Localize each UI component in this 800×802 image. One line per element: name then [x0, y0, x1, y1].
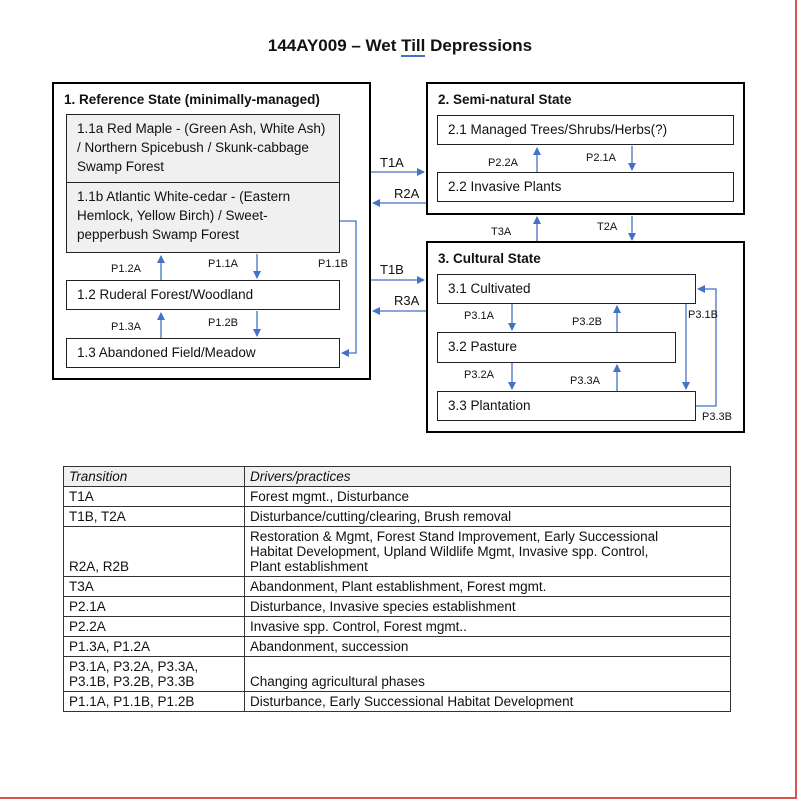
phase-1-2: 1.2 Ruderal Forest/Woodland [66, 280, 340, 310]
label-p3-2b: P3.2B [572, 316, 602, 328]
label-p2-1a: P2.1A [586, 152, 616, 164]
drivers-cell [245, 507, 731, 527]
drivers-table [63, 466, 731, 712]
table-row [64, 507, 731, 527]
transition-cell: P1.1A, P1.1B, P1.2B [64, 692, 245, 712]
drivers-line: Restoration & Mgmt, Forest Stand Improvement, Early Successional [250, 529, 659, 544]
phase-3-2: 3.2 Pasture [437, 332, 676, 363]
phase-2-1: 2.1 Managed Trees/Shrubs/Herbs(?) [437, 115, 734, 145]
title-prefix: 144AY009 – Wet [267, 36, 402, 55]
drivers-line: Plant establishment [250, 559, 368, 574]
label-p1-1a: P1.1A [208, 258, 238, 270]
drivers-line: Disturbance, Invasive species establishment [250, 599, 516, 614]
diagram-title [0, 36, 800, 56]
drivers-line: Abandonment, succession [250, 639, 409, 654]
label-t3a: T3A [491, 226, 512, 238]
label-p1-2a: P1.2A [111, 263, 141, 275]
header-transition: Transition [64, 467, 245, 487]
label-p1-3a: P1.3A [111, 321, 141, 333]
phase-3-1: 3.1 Cultivated [437, 274, 696, 304]
label-p3-1a: P3.1A [464, 310, 494, 322]
phase-1-1a: 1.1a Red Maple - (Green Ash, White Ash) / Northern Spicebush / Skunk-cabbage Swamp Forest [66, 114, 340, 183]
label-t1b: T1B [380, 262, 404, 277]
label-p3-1b: P3.1B [688, 309, 718, 321]
table-row [64, 487, 731, 507]
table-row [64, 692, 731, 712]
transition-cell: P1.3A, P1.2A [64, 637, 245, 657]
title-suffix: Depressions [425, 36, 533, 55]
table-row [64, 657, 731, 692]
label-r3a: R3A [394, 293, 420, 308]
transition-cell: T1B, T2A [64, 507, 245, 527]
drivers-cell [245, 657, 731, 692]
transition-cell: T1A [64, 487, 245, 507]
state-3-title: 3. Cultural State [438, 251, 541, 266]
table-header-row [64, 467, 731, 487]
label-p3-2a: P3.2A [464, 369, 494, 381]
state-1-title: 1. Reference State (minimally-managed) [64, 92, 320, 107]
drivers-cell [245, 597, 731, 617]
phase-1-1b: 1.1b Atlantic White-cedar - (Eastern Hemlock, Yellow Birch) / Sweet-pepperbush Swamp Forest [66, 182, 340, 253]
header-drivers: Drivers/practices [245, 467, 731, 487]
drivers-cell [245, 487, 731, 507]
label-t1a: T1A [380, 155, 404, 170]
table-row [64, 637, 731, 657]
drivers-cell [245, 527, 731, 577]
transition-cell: T3A [64, 577, 245, 597]
table-row [64, 527, 731, 577]
transition-cell: P3.1A, P3.2A, P3.3A, P3.1B, P3.2B, P3.3B [64, 657, 245, 692]
drivers-line: Disturbance/cutting/clearing, Brush removal [250, 509, 512, 524]
transition-cell: R2A, R2B [64, 527, 245, 577]
drivers-line: Habitat Development, Upland Wildlife Mgmt, Invasive spp. Control, [250, 544, 649, 559]
transition-cell: P2.1A [64, 597, 245, 617]
drivers-line: Changing agricultural phases [250, 674, 425, 689]
drivers-cell [245, 577, 731, 597]
label-p1-1b: P1.1B [318, 258, 348, 270]
drivers-cell [245, 692, 731, 712]
label-p3-3a: P3.3A [570, 375, 600, 387]
table-row [64, 577, 731, 597]
label-r2a: R2A [394, 186, 420, 201]
drivers-line: Invasive spp. Control, Forest mgmt.. [250, 619, 467, 634]
title-till: Till [401, 36, 426, 55]
phase-2-2: 2.2 Invasive Plants [437, 172, 734, 202]
drivers-line: Disturbance, Early Successional Habitat Development [250, 694, 574, 709]
label-p1-2b: P1.2B [208, 317, 238, 329]
drivers-cell [245, 637, 731, 657]
transition-cell: P2.2A [64, 617, 245, 637]
table-row [64, 597, 731, 617]
label-p2-2a: P2.2A [488, 157, 518, 169]
table-row [64, 617, 731, 637]
drivers-line: Forest mgmt., Disturbance [250, 489, 410, 504]
drivers-line: Abandonment, Plant establishment, Forest mgmt. [250, 579, 547, 594]
state-2-title: 2. Semi-natural State [438, 92, 572, 107]
drivers-cell [245, 617, 731, 637]
phase-3-3: 3.3 Plantation [437, 391, 696, 421]
label-p3-3b: P3.3B [702, 411, 732, 423]
phase-1-3: 1.3 Abandoned Field/Meadow [66, 338, 340, 368]
label-t2a: T2A [597, 221, 618, 233]
